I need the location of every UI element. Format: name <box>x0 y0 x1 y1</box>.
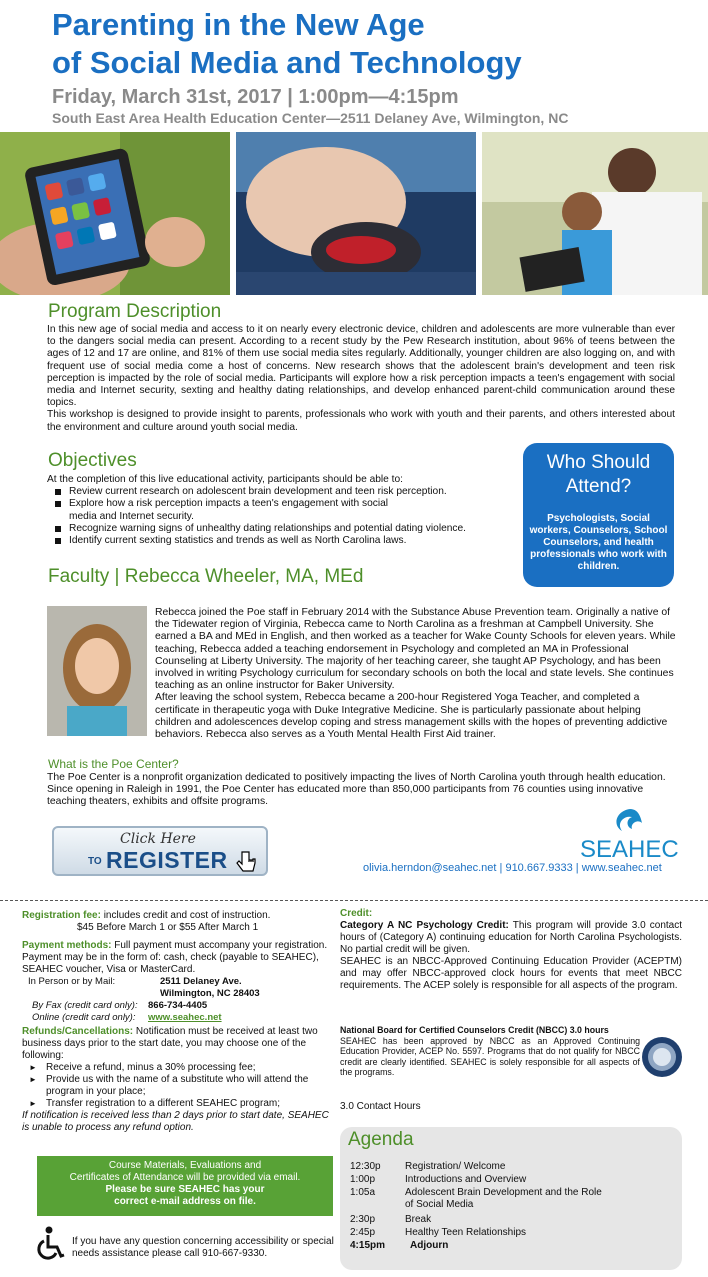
nbcc-heading: National Board for Certified Counselors Credit (NBCC) 3.0 hours <box>340 1025 609 1035</box>
online-label: Online (credit card only): <box>32 1012 136 1023</box>
register-button[interactable] <box>52 826 268 876</box>
fax-label: By Fax (credit card only): <box>32 1000 138 1011</box>
event-date-time: Friday, March 31st, 2017 | 1:00pm—4:15pm <box>52 86 459 108</box>
refund-note: If notification is received less than 2 days prior to start date, SEAHEC is unable to process any refund option. <box>22 1110 329 1133</box>
event-venue: South East Area Health Education Center—2511 Delaney Ave, Wilmington, NC <box>52 110 569 126</box>
agenda-time: 1:05a <box>350 1187 376 1198</box>
faculty-bio <box>155 607 677 741</box>
refund-option: ► Transfer registration to a different SEAHEC program; <box>22 1098 332 1110</box>
refunds-label: Refunds/Cancellations: <box>22 1026 134 1037</box>
refunds-text: Notification must be received at least two business days prior to the start date, you may choose one of the following: <box>22 1026 318 1061</box>
registration-info <box>22 910 332 1134</box>
agenda-item: Introductions and Overview <box>405 1174 527 1185</box>
payment-methods-text: Full payment must accompany your registration. Payment may be in the form of: cash, check (payable to SEAHEC), SEAHEC voucher, Visa or MasterCard. <box>22 940 328 975</box>
nbcc-text: SEAHEC has been approved by NBCC as an Approved Continuing Education Provider, ACEP No. 5597. Programs that do not qualify for NBCC credit are clearly identified. SEAHEC is solely responsible for all aspects of the programs. <box>340 1035 640 1077</box>
fax-number: 866-734-4405 <box>148 1000 208 1011</box>
seahec-wave-icon <box>578 805 682 863</box>
contact-hours: 3.0 Contact Hours <box>340 1101 421 1112</box>
agenda-time: 4:15pm <box>350 1240 386 1251</box>
objectives-heading: Objectives <box>48 450 137 471</box>
objective-item: Explore how a risk perception impacts a teen's engagement with social media and Internet security. <box>47 498 515 522</box>
agenda-item: Adjourn <box>410 1240 449 1251</box>
agenda-heading: Agenda <box>348 1129 414 1150</box>
nbcc-provider-text: SEAHEC is an NBCC-Approved Continuing Education Provider (ACEPTM) and may offer NBCC-approved clock hours for events that meet NBCC requirements. The ACEP solely is responsible for all aspects of the program. <box>340 956 682 991</box>
program-paragraph-1: In this new age of social media and access to it on nearly every electronic device, children and adolescents are more vulnerable than ever to the dangers social media can present. According to a recent study by the Pew Research institution, about 96% of teens between the ages of 12 and 17 are online, and 81% of them use social media sites regularly. Additionally, younger children are also logging on, and with frequent use of social media come a host of concerns. New research shows that the adolescent brain's development and teen risk perception is impacted by the role of social media. Participants will explore how a risk perception impacts a teen's engagement with social media and Internet security, sexting and healthy dating relationships, and develop enhanced parent-child communication around these topics. <box>47 324 675 409</box>
course-box-line-1: Course Materials, Evaluations and <box>108 1160 262 1171</box>
registration-fee-amounts: $45 Before March 1 or $55 After March 1 <box>77 922 259 933</box>
seahec-contact[interactable]: olivia.herndon@seahec.net | 910.667.9333 | www.seahec.net <box>363 862 662 874</box>
credit-info <box>340 908 682 992</box>
course-box-line-4: correct e-mail address on file. <box>114 1196 256 1207</box>
tablet-photo <box>0 132 230 295</box>
svg-text:SEAHEC: SEAHEC <box>580 836 679 863</box>
agenda-time: 2:45p <box>350 1227 376 1238</box>
refund-option: ► Provide us with the name of a substitute who will attend the program in your place; <box>22 1074 332 1098</box>
wheelchair-icon <box>36 1226 66 1262</box>
payment-options <box>22 976 332 1024</box>
mail-address-line-1: 2511 Delaney Ave. <box>160 976 242 987</box>
psychology-credit-label: Category A NC Psychology Credit: <box>340 920 509 931</box>
agenda-time: 1:00p <box>350 1174 376 1185</box>
program-description-heading: Program Description <box>48 301 222 322</box>
headshot-image <box>47 606 147 736</box>
mouse-photo <box>236 132 476 295</box>
faculty-headshot <box>47 606 147 736</box>
objective-item: Recognize warning signs of unhealthy dating relationships and potential dating violence. <box>47 523 515 535</box>
section-divider <box>0 900 708 901</box>
mail-address-line-2: Wilmington, NC 28403 <box>160 988 260 999</box>
registration-fee-label: Registration fee: <box>22 910 101 921</box>
register-to-label: TO <box>88 856 102 867</box>
nbcc-seal-icon <box>641 1036 683 1078</box>
nbcc-info <box>340 1025 640 1078</box>
agenda-item: Healthy Teen Relationships <box>405 1227 527 1238</box>
in-person-label: In Person or by Mail: <box>28 976 116 987</box>
faculty-heading: Faculty | Rebecca Wheeler, MA, MEd <box>48 566 364 587</box>
hand-cursor-icon <box>235 850 257 876</box>
course-materials-box <box>37 1156 333 1216</box>
who-should-attend-heading: Who Should Attend? <box>546 452 651 497</box>
payment-methods-label: Payment methods: <box>22 940 112 951</box>
agenda-time: 2:30p <box>350 1214 376 1225</box>
agenda-item: Adolescent Brain Development and the Role of Social Media <box>405 1187 602 1210</box>
agenda-box <box>340 1127 682 1270</box>
credit-heading: Credit: <box>340 908 373 919</box>
psychology-credit-text: This program will provide 3.0 contact hours of (Category A) continuing education for North Carolina Psychologists. No partial credit will be given. <box>340 920 682 955</box>
objective-item: Review current research on adolescent brain development and teen risk perception. <box>47 486 515 498</box>
agenda-item: Break <box>405 1214 432 1225</box>
faculty-bio-paragraph-2: After leaving the school system, Rebecca became a 200-hour Registered Yoga Teacher, and completed a certificate in therapeutic yoga with Duke Integrative Medicine. She is particularly passionate about helping children and adolescences develop coping and stress management skills with the hopes of preventing addictive behaviors. Rebecca also serves as a Youth Mental Health First Aid trainer. <box>155 692 668 741</box>
objectives-intro: At the completion of this live educational activity, participants should be able to: <box>47 474 404 485</box>
online-link[interactable]: www.seahec.net <box>148 1012 222 1023</box>
click-here-label: Click Here <box>120 831 196 847</box>
program-description <box>47 324 675 434</box>
objective-item: Identify current sexting statistics and trends as well as North Carolina laws. <box>47 535 515 547</box>
poe-center-text: The Poe Center is a nonprofit organization dedicated to positively impacting the lives of North Carolina youth through health education. Since opening in Raleigh in 1991, the Poe Center has educated more than 850,000 participants from 76 counties using innovative teaching theaters, exhibits and offsite programs. <box>47 772 666 808</box>
poe-center-heading: What is the Poe Center? <box>48 757 179 771</box>
agenda-item: Registration/ Welcome <box>405 1161 506 1172</box>
program-paragraph-2: This workshop is designed to provide insight to parents, professionals who work with youth and their parents, and others interested about the environment and culture around youth social media. <box>47 409 675 433</box>
who-should-attend-text: Psychologists, Social workers, Counselors, School Counselors, and health professionals who work with children. <box>529 513 668 572</box>
objectives-section <box>47 474 515 547</box>
father-son-photo <box>482 132 708 295</box>
refund-options-list <box>22 1062 332 1110</box>
objectives-list <box>47 486 515 547</box>
course-box-line-3: Please be sure SEAHEC has your <box>105 1184 265 1195</box>
refund-option: ► Receive a refund, minus a 30% processing fee; <box>22 1062 332 1074</box>
faculty-bio-paragraph-1: Rebecca joined the Poe staff in February 2014 with the Substance Abuse Prevention team. Originally a native of the Tidewater region of Virginia, Rebecca came to North Carolina as a freshman at Campbell University. She earned a BA and MEd in English, and then worked as a teacher for Wake County Schools for eleven years. While teaching, Rebecca added a teaching endorsement in Psychology and completed an MA in Professional Counseling at Liberty University. The majority of her teaching career, she taught AP Psychology, and has been involved in writing Psychology curriculum for secondary schools on both the local and state levels. She continues teaching as an online instructor for Baker University. <box>155 607 676 692</box>
seahec-logo <box>578 805 682 863</box>
who-should-attend-box <box>523 443 674 587</box>
agenda-time: 12:30p <box>350 1161 381 1172</box>
title-line-2: of Social Media and Technology <box>52 45 522 80</box>
accessibility-text: If you have any question concerning accessibility or special needs assistance please call 910-667-9330. <box>72 1236 334 1259</box>
title-line-1: Parenting in the New Age <box>52 7 425 42</box>
course-box-line-2: Certificates of Attendance will be provided via email. <box>69 1172 301 1183</box>
page-title <box>52 6 522 82</box>
register-label: REGISTER <box>106 847 228 873</box>
registration-fee-text: includes credit and cost of instruction. <box>103 910 271 921</box>
